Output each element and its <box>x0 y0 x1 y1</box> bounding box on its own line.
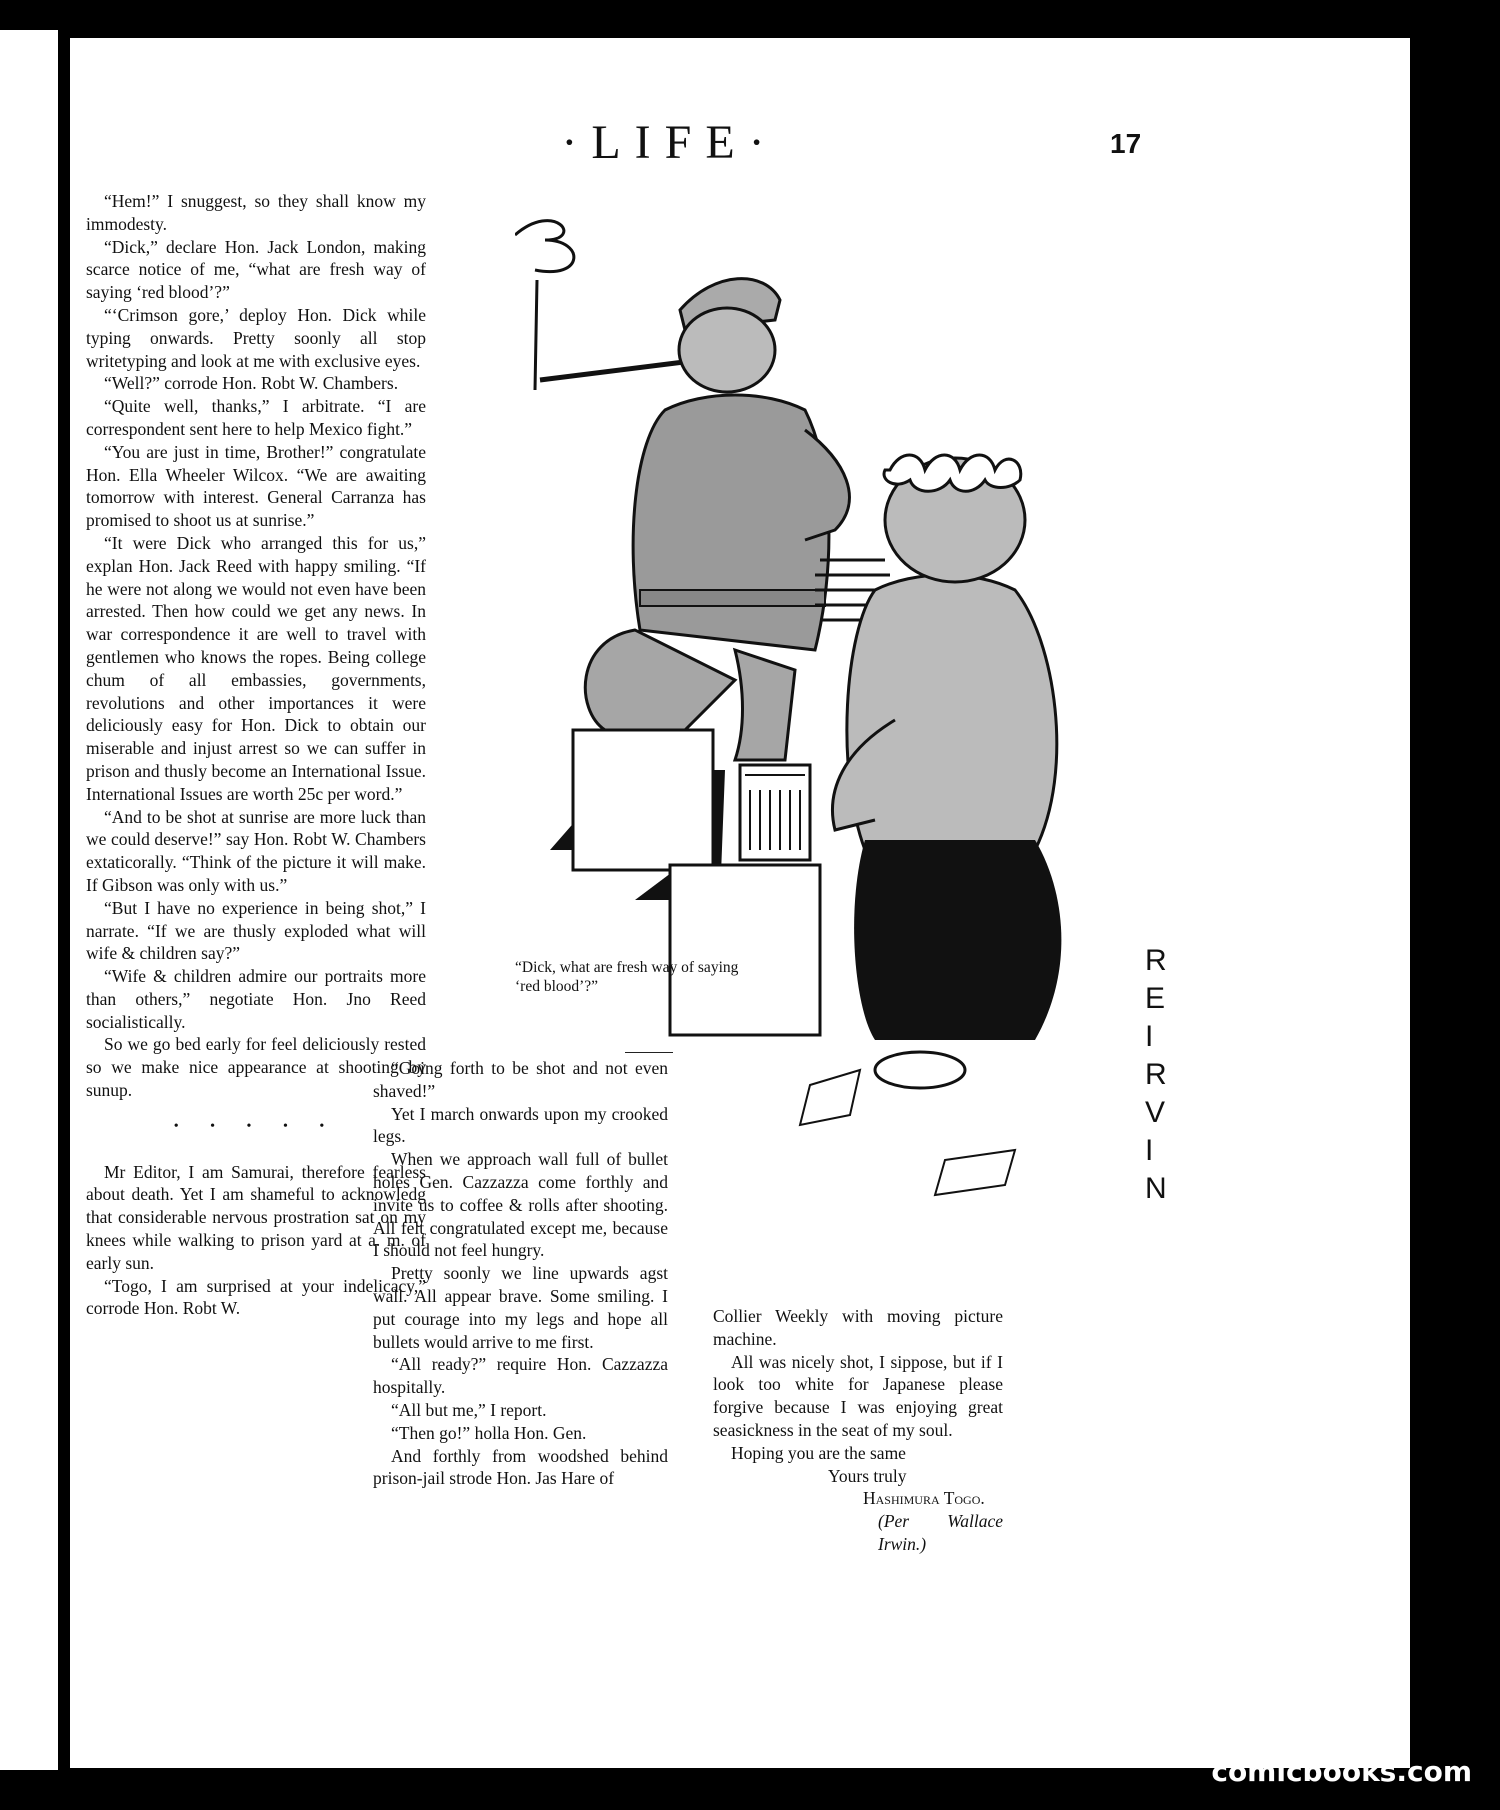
signature: Hashimura Togo. <box>863 1488 985 1509</box>
paragraph: “Going forth to be shot and not even shaved!” <box>373 1058 668 1101</box>
paragraph: Hoping you are the same <box>731 1442 906 1463</box>
paragraph: Pretty soonly we line upwards agst wall. All appear brave. Some smiling. I put courage into my legs and hope all bullets would arrive to me first. <box>373 1263 668 1352</box>
artist-signature-letter: V <box>1145 1096 1166 1129</box>
closing-salutation: Yours truly <box>828 1465 907 1486</box>
paragraph: “But I have no experience in being shot,” I narrate. “If we are thusly exploded what will wife & children say?” <box>86 897 426 964</box>
paragraph: Mr Editor, I am Samurai, therefore fearless about death. Yet I am shameful to acknowledg that considerable nervous prostration sat on my knees while walking to prison yard at a. m. of early sun. <box>86 1161 426 1273</box>
paragraph: When we approach wall full of bullet holes Gen. Cazzazza come forthly and invite us to coffee & rolls after shooting. All felt congratulated except me, because I should not feel hungry. <box>373 1149 668 1261</box>
text-column-2 <box>373 1057 668 1490</box>
paragraph: “All ready?” require Hon. Cazzazza hospitally. <box>373 1354 668 1398</box>
text-column-3 <box>713 1305 1003 1556</box>
artist-signature-letter: N <box>1145 1172 1167 1205</box>
author-credit: (Per Wallace Irwin.) <box>878 1511 1003 1554</box>
paragraph: “Wife & children admire our portraits more than others,” negotiate Hon. Jno Reed socialistically. <box>86 966 426 1032</box>
paragraph: “Hem!” I snuggest, so they shall know my immodesty. <box>86 191 426 234</box>
paragraph: “Well?” corrode Hon. Robt W. Chambers. <box>104 373 399 394</box>
paragraph: “All but me,” I report. <box>391 1399 547 1420</box>
paragraph: “‘Crimson gore,’ deploy Hon. Dick while typing onwards. Pretty soonly all stop writetyping and look at me with exclusive eyes. <box>86 304 426 371</box>
artist-signature-letter: I <box>1145 1134 1154 1167</box>
artist-signature-letter: R <box>1145 1058 1167 1091</box>
paragraph: Collier Weekly with moving picture machine. <box>713 1306 1003 1349</box>
paragraph: “You are just in time, Brother!” congratulate Hon. Ella Wheeler Wilcox. “We are awaiting tomorrow with interest. General Carranza has promised to shoot us at sunrise.” <box>86 441 426 531</box>
paragraph: “And to be shot at sunrise are more luck than we could deserve!” say Hon. Robt W. Chambers extaticorally. “Think of the picture it will make. If Gibson was only with us.” <box>86 806 426 895</box>
paragraph: So we go bed early for feel deliciously rested so we make nice appearance at shooting by sunup. <box>86 1034 426 1101</box>
paragraph: “It were Dick who arranged this for us,” explan Hon. Jack Reed with happy smiling. “If he were not along we would not even have been arrested. Then how could we get any news. In war correspondence it are well to travel with gentlemen who knows the ropes. Being college chum of all embassies, governments, revolutions and other importances it were deliciously easy for Hon. Dick to obtain our miserable and injust arrest so we can suffer in prison and thusly become an International Issue. International Issues are worth 25c per word.” <box>86 532 426 804</box>
page-title: ·LIFE· <box>561 116 779 169</box>
paragraph: “Dick,” declare Hon. Jack London, making scarce notice of me, “what are fresh way of saying ‘red blood’?” <box>86 236 426 303</box>
artist-signature-letter: I <box>1145 1020 1154 1053</box>
paragraph: “Then go!” holla Hon. Gen. <box>391 1422 587 1443</box>
watermark: comicbooks.com <box>1211 1755 1472 1788</box>
paragraph: Yet I march onwards upon my crooked legs. <box>373 1103 668 1147</box>
illustration-caption: “Dick, what are fresh way of saying ‘red blood’?” <box>515 959 739 995</box>
artist-signature-letter: E <box>1145 982 1166 1015</box>
divider <box>625 1052 673 1053</box>
paragraph: And forthly from woodshed behind prison-jail strode Hon. Jas Hare of <box>373 1445 668 1489</box>
artist-signature-letter: R <box>1145 944 1167 977</box>
section-separator: • • • • • <box>173 1118 339 1134</box>
paragraph: “Quite well, thanks,” I arbitrate. “I are correspondent sent here to help Mexico fight.” <box>86 396 426 439</box>
page-number: 17 <box>1110 128 1142 159</box>
adjacent-page-edge <box>0 30 58 1770</box>
paragraph: “Togo, I am surprised at your indelicacy,” corrode Hon. Robt W. <box>86 1275 426 1319</box>
paragraph: All was nicely shot, I sippose, but if I look too white for Japanese please forgive because I was enjoying great seasickness in the seat of my soul. <box>713 1351 1003 1440</box>
